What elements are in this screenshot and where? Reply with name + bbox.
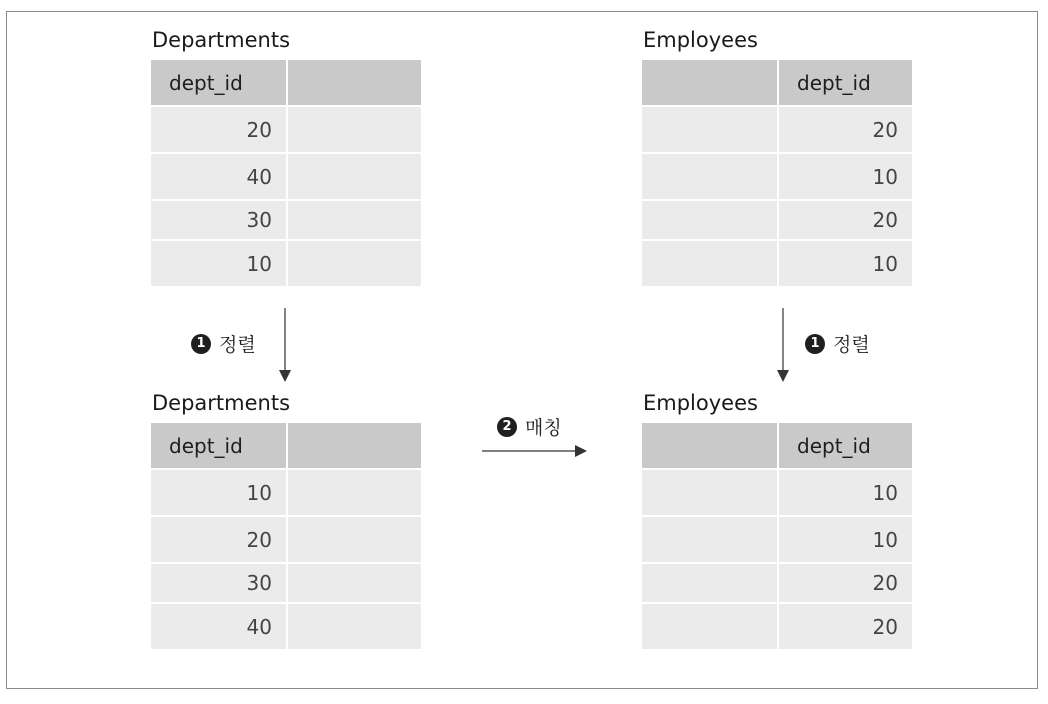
bottom-departments-title: Departments xyxy=(152,391,291,415)
table-cell: 10 xyxy=(151,470,286,515)
sort-label: 정렬 xyxy=(219,334,256,356)
table-cell: 10 xyxy=(779,154,912,199)
step-number-badge: 2 xyxy=(497,417,517,437)
top-employees-title: Employees xyxy=(643,28,758,52)
table-cell: 40 xyxy=(151,154,286,199)
step-number-badge: 1 xyxy=(191,334,211,354)
table-cell: 10 xyxy=(779,470,912,515)
table-cell: 30 xyxy=(151,564,286,602)
sort-label: 정렬 xyxy=(833,334,870,356)
table-cell: 20 xyxy=(779,201,912,239)
column-header: dept_id xyxy=(779,60,912,105)
step-number-badge: 1 xyxy=(805,334,825,354)
sort-arrow-right xyxy=(777,308,789,382)
match-label: 매칭 xyxy=(525,417,562,439)
table-cell: 10 xyxy=(151,241,286,286)
table-cell: 20 xyxy=(779,564,912,602)
table-cell: 10 xyxy=(779,517,912,562)
table-cell: 20 xyxy=(151,107,286,152)
top-departments-title: Departments xyxy=(152,28,291,52)
table-cell: 30 xyxy=(151,201,286,239)
bottom-employees-title: Employees xyxy=(643,391,758,415)
table-cell: 20 xyxy=(151,517,286,562)
column-header: dept_id xyxy=(151,423,286,468)
table-cell: 20 xyxy=(779,107,912,152)
column-header: dept_id xyxy=(779,423,912,468)
match-arrow xyxy=(482,445,587,457)
column-header: dept_id xyxy=(151,60,286,105)
table-cell: 20 xyxy=(779,604,912,649)
table-cell: 40 xyxy=(151,604,286,649)
table-cell: 10 xyxy=(779,241,912,286)
sort-arrow-left xyxy=(279,308,291,382)
